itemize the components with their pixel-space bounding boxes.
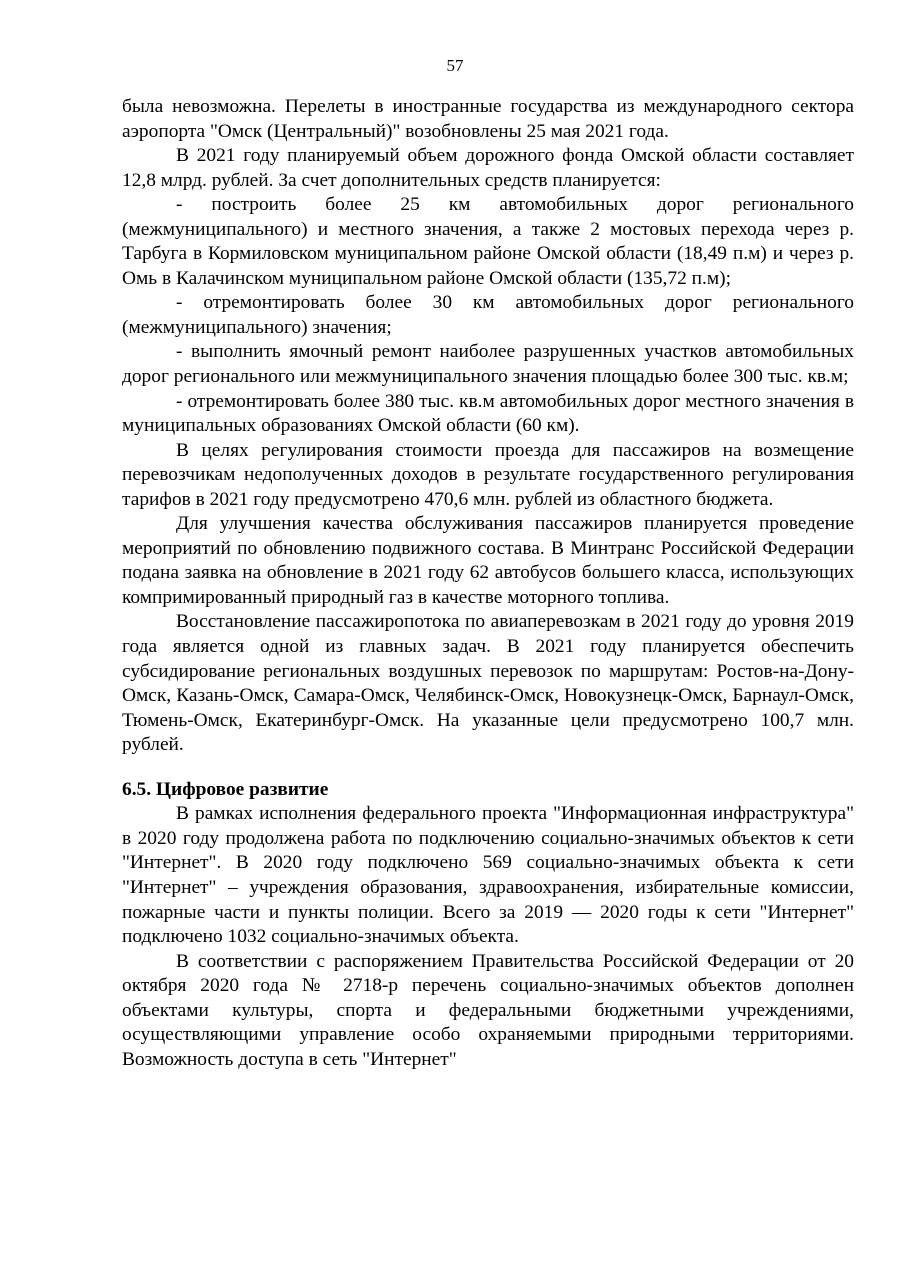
paragraph: Восстановление пассажиропотока по авиаперевозкам в 2021 году до уровня 2019 года является одной из главных задач. В 2021 году планируется обеспечить субсидирование региональных воздушных перевозок по маршрутам: Ростов-на-Дону-Омск, Казань-Омск, Самара-Омск, Челябинск-Омск, Новокузнецк-Омск, Барнаул-Омск, Тюмень-Омск, Екатеринбург-Омск. На указанные цели предусмотрено 100,7 млн. рублей. <box>122 611 854 756</box>
paragraph: В 2021 году планируемый объем дорожного фонда Омской области составляет 12,8 млрд. рублей. За счет дополнительных средств планируется: <box>122 145 854 191</box>
paragraph: была невозможна. Перелеты в иностранные государства из международного сектора аэропорта "Омск (Центральный)" возобновлены 25 мая 2021 года. <box>122 96 854 142</box>
paragraph: В соответствии с распоряжением Правительства Российской Федерации от 20 октября 2020 года № 2718-р перечень социально-значимых объектов дополнен объектами культуры, спорта и федеральными бюджетными учреждениями, осуществляющими управление особо охраняемыми природными территориями. Возможность доступа в сеть "Интернет" <box>122 950 854 1070</box>
list-item: - отремонтировать более 30 км автомобильных дорог регионального (межмуниципального) значения; <box>122 292 854 338</box>
paragraph: В рамках исполнения федерального проекта "Информационная инфраструктура" в 2020 году продолжена работа по подключению социально-значимых объектов к сети "Интернет". В 2020 году подключено 569 социально-значимых объекта к сети "Интернет" – учреждения образования, здравоохранения, избирательные комиссии, пожарные части и пункты полиции. Всего за 2019 — 2020 годы к сети "Интернет" подключено 1032 социально-значимых объекта. <box>122 803 854 948</box>
page-number: 57 <box>446 56 464 75</box>
section-heading: 6.5. Цифровое развитие <box>122 778 329 800</box>
list-item: - отремонтировать более 380 тыс. кв.м автомобильных дорог местного значения в муниципальных образованиях Омской области (60 км). <box>122 390 854 437</box>
paragraph: Для улучшения качества обслуживания пассажиров планируется проведение мероприятий по обновлению подвижного состава. В Минтранс Российской Федерации подана заявка на обновление в 2021 году 62 автобусов большего класса, использующих компримированный природный газ в качестве моторного топлива. <box>122 513 854 608</box>
list-item: - построить более 25 км автомобильных дорог регионального (межмуниципального) и местного значения, а также 2 мостовых перехода через р. Тарбуга в Кормиловском муниципальном районе Омской области (18,49 п.м) и через р. Омь в Калачинском муниципальном районе Омской области (135,72 п.м); <box>122 194 854 289</box>
document-body <box>122 95 854 1072</box>
list-item: - выполнить ямочный ремонт наиболее разрушенных участков автомобильных дорог регионального или межмуниципального значения площадью более 300 тыс. кв.м; <box>122 341 854 388</box>
paragraph: В целях регулирования стоимости проезда для пассажиров на возмещение перевозчикам недополученных доходов в результате государственного регулирования тарифов в 2021 году предусмотрено 470,6 млн. рублей из областного бюджета. <box>122 439 854 510</box>
